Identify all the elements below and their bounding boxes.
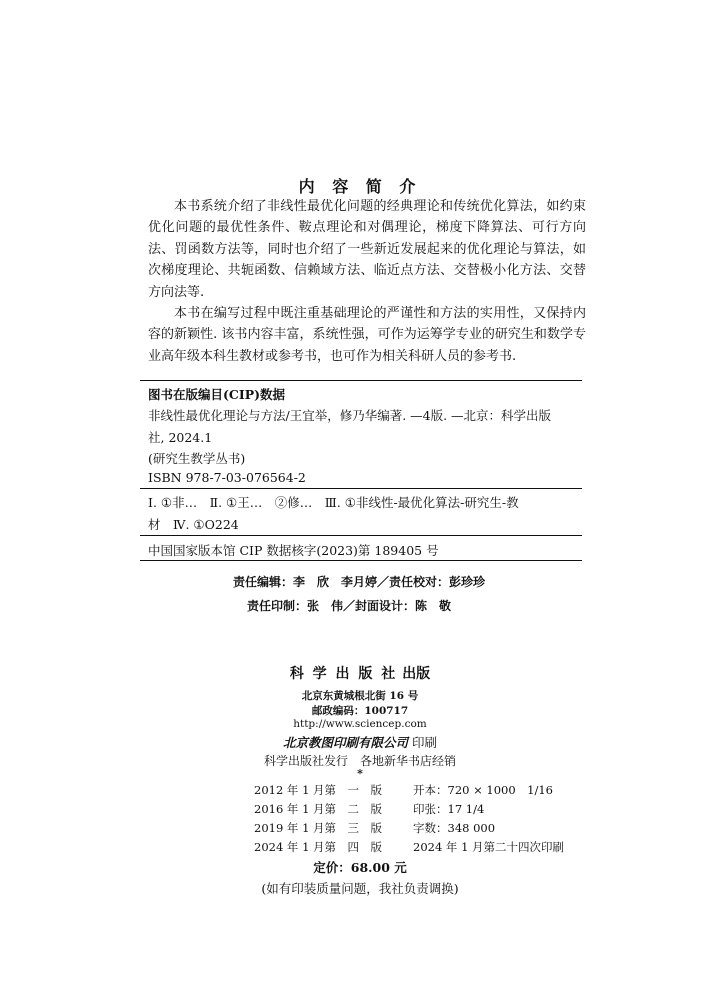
publisher-url: http://www.sciencep.com [293,718,427,730]
edition-year-4: 2024 年 1 月第 四 版 [254,840,383,854]
cip-series: (研究生教学丛书) [148,451,246,466]
publisher-name-suffix: 出版 [402,666,431,682]
quality-notice: (如有印装质量问题，我社负责调换) [261,881,459,896]
printer-name: 北京教图印刷有限公司 [282,735,408,750]
staff-production: 责任印制：张 伟／封面设计：陈 敬 [247,599,452,613]
cip-title-line-cont: 社, 2024.1 [148,430,213,445]
cip-middle-rule [140,488,582,489]
summary-paragraph-1: 本书系统介绍了非线性最优化问题的经典理论和传统优化算法，如约束优化问题的最优性条件、鞍点理论和对偶理论，梯度下降算法、可行方向法、罚函数方法等，同时也介绍了一些新近发展起来的优化理论与算法，如次梯度理论、共轭函数、信赖域方法、临近点方法、交替极小化方法、交替方向法等. [148,199,586,300]
edition-year-2: 2016 年 1 月第 二 版 [254,802,383,816]
separator-star: * [357,767,363,780]
publisher-postcode: 邮政编码：100717 [311,705,409,717]
price: 定价：68.00 元 [313,860,407,875]
edition-info-3: 字数：348 000 [413,821,496,835]
publisher-address: 北京东黄城根北街 16 号 [301,690,419,702]
publisher-name: 科 学 出 版 社 [289,666,398,682]
edition-year-1: 2012 年 1 月第 一 版 [254,783,383,797]
staff-editors: 责任编辑：李 欣 李月婷／责任校对：彭珍珍 [233,575,486,589]
publisher-line [0,663,720,683]
cip-heading: 图书在版编目(CIP)数据 [148,387,286,402]
edition-info-2: 印张：17 1/4 [413,802,485,816]
edition-year-3: 2019 年 1 月第 三 版 [254,821,383,835]
cip-title-line: 非线性最优化理论与方法/王宜举，修乃华编著. —4版. —北京：科学出版 [148,408,552,423]
cip-isbn: ISBN 978-7-03-076564-2 [148,470,306,485]
cip-core-number: 中国国家版本馆 CIP 数据核字(2023)第 189405 号 [148,543,439,558]
cip-classification: Ⅰ. ①非… Ⅱ. ①王… ②修… Ⅲ. ①非线性-最优化算法-研究生-教 [148,495,519,510]
cip-lower-rule [140,535,582,536]
printer-suffix: 印刷 [411,735,437,750]
edition-info-4: 2024 年 1 月第二十四次印刷 [413,840,565,854]
distribution-line: 科学出版社发行 各地新华书店经销 [263,754,456,768]
cip-bottom-rule [140,560,582,561]
printer-line [0,733,720,751]
summary-title: 内 容 简 介 [298,177,422,196]
cip-classification-cont: 材 Ⅳ. ①O224 [148,517,239,532]
summary-paragraph-2: 本书在编写过程中既注重基础理论的严谨性和方法的实用性，又保持内容的新颖性. 该书内容丰富，系统性强，可作为运筹学专业的研究生和数学专业高年级本科生教材或参考书，也可作为相关科研人员的参考书. [148,306,586,364]
edition-info-1: 开本：720 × 1000 1/16 [413,783,553,797]
cip-top-rule [140,380,582,381]
